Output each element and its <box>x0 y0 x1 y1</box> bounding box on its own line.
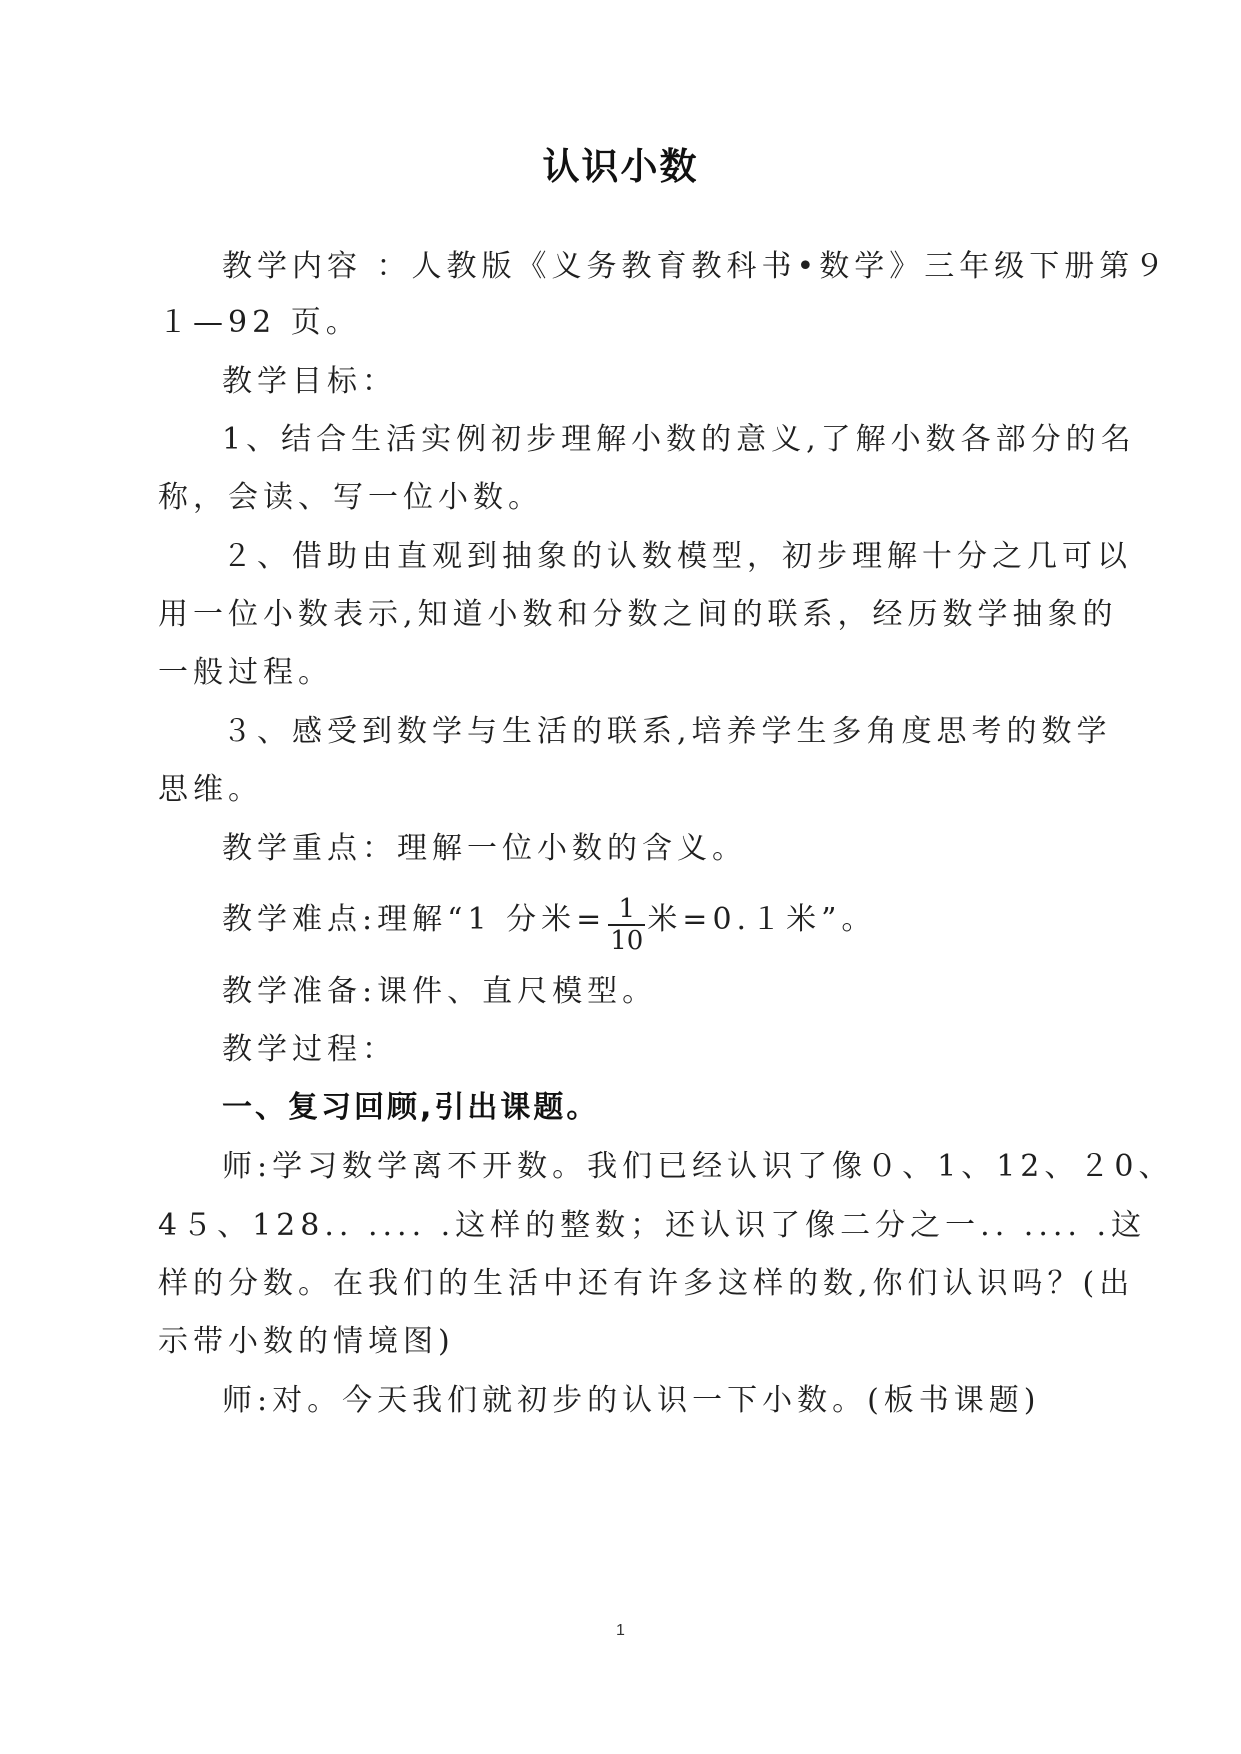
teaching-content-line-1: 教学内容 ：人教版《义务教育教科书•数学》三年级下册第９ <box>222 249 1170 284</box>
page-number: 1 <box>616 1622 625 1639</box>
teacher-line-5: 师:对。今天我们就初步的认识一下小数。(板书课题) <box>222 1383 1041 1418</box>
goal-3-line-2: 思维。 <box>158 772 263 807</box>
section-1-heading: 一、复习回顾,引出课题。 <box>222 1090 600 1125</box>
teaching-content-line-2: １—92 页。 <box>158 305 361 340</box>
goal-2-line-2: 用一位小数表示,知道小数和分数之间的联系，经历数学抽象的 <box>158 597 1118 632</box>
goal-1-line-1: 1、结合生活实例初步理解小数的意义,了解小数各部分的名 <box>222 422 1136 457</box>
key-point-line: 教学重点：理解一位小数的含义。 <box>222 831 747 866</box>
process-heading: 教学过程： <box>222 1032 397 1067</box>
difficulty-line <box>222 890 877 956</box>
teacher-line-1: 师:学习数学离不开数。我们已经认识了像０、1、12、２0、 <box>222 1149 1174 1184</box>
goal-2-line-1: ２、借助由直观到抽象的认数模型，初步理解十分之几可以 <box>222 539 1132 574</box>
preparation-line: 教学准备:课件、直尺模型。 <box>222 974 658 1009</box>
teacher-line-3: 样的分数。在我们的生活中还有许多这样的数,你们认识吗？(出 <box>158 1266 1135 1301</box>
fraction-denominator: 10 <box>610 926 644 956</box>
difficulty-before: 教学难点:理解“1 分米= <box>222 902 607 937</box>
page-title: 认识小数 <box>542 145 699 188</box>
teacher-line-4: 示带小数的情境图) <box>158 1324 455 1359</box>
teacher-line-2: 4５、128.. .... .这样的整数；还认识了像二分之一.. .... .这 <box>158 1208 1146 1243</box>
teaching-goals-heading: 教学目标： <box>222 364 397 399</box>
goal-1-line-2: 称，会读、写一位小数。 <box>158 480 543 515</box>
goal-2-line-3: 一般过程。 <box>158 655 333 690</box>
difficulty-after: 米=0.１米”。 <box>647 902 877 937</box>
fraction <box>608 894 645 956</box>
goal-3-line-1: ３、感受到数学与生活的联系,培养学生多角度思考的数学 <box>222 714 1112 749</box>
fraction-numerator: 1 <box>608 894 645 926</box>
